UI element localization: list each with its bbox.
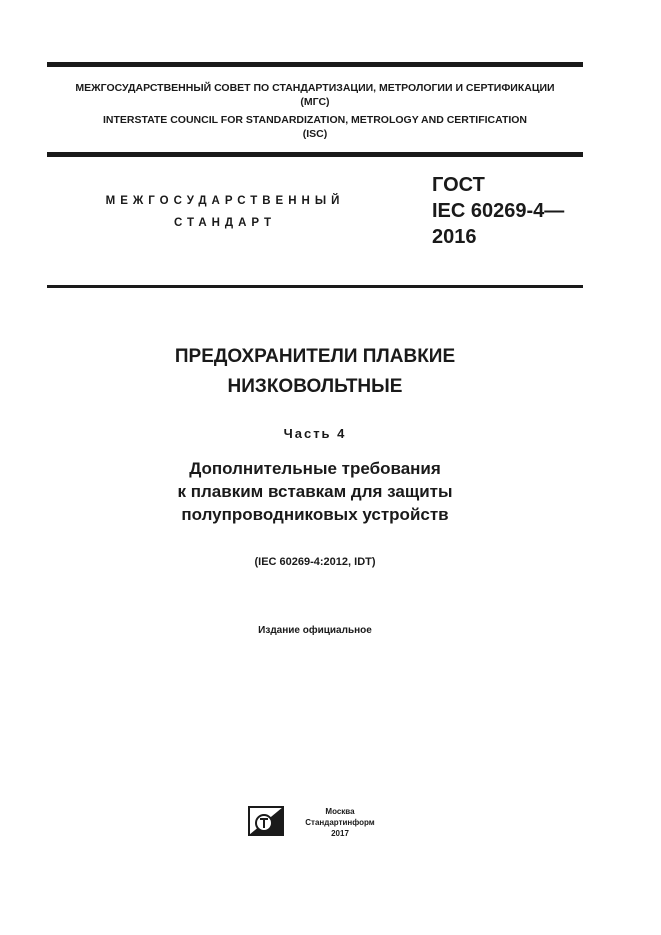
council-ru-text: МЕЖГОСУДАРСТВЕННЫЙ СОВЕТ ПО СТАНДАРТИЗАЦИИ, МЕТРОЛОГИИ И СЕРТИФИКАЦИИ — [75, 82, 555, 94]
standard-type — [60, 190, 390, 234]
standard-type-line2: СТАНДАРТ — [174, 217, 276, 229]
title-line2: НИЗКОВОЛЬТНЫЕ — [227, 376, 403, 397]
title-line1: ПРЕДОХРАНИТЕЛИ ПЛАВКИЕ — [174, 346, 456, 367]
designation-number: IEC 60269-4— — [432, 200, 565, 222]
part-number: Часть 4 — [283, 426, 347, 441]
standartinform-logo-icon — [248, 806, 284, 836]
publisher-name: Стандартинформ — [305, 818, 375, 827]
document-title — [47, 342, 583, 402]
document-subtitle — [47, 457, 583, 526]
standard-type-line1: МЕЖГОСУДАРСТВЕННЫЙ — [105, 195, 345, 207]
standard-designation — [432, 172, 564, 250]
council-en-text: INTERSTATE COUNCIL FOR STANDARDIZATION, METROLOGY AND CERTIFICATION — [102, 114, 528, 126]
council-ru-abbr: (МГС) — [300, 96, 330, 108]
publisher-year: 2017 — [331, 829, 349, 838]
publisher-imprint — [295, 806, 385, 839]
designation-year: 2016 — [432, 226, 477, 248]
subtitle-line2: к плавким вставкам для защиты — [177, 482, 453, 501]
top-rule — [47, 62, 583, 67]
edition-note: Издание официальное — [258, 625, 372, 636]
subtitle-line3: полупроводниковых устройств — [181, 505, 449, 524]
council-name-ru — [47, 81, 583, 109]
designation-prefix: ГОСТ — [432, 174, 485, 196]
equivalence-note: (IEC 60269-4:2012, IDT) — [254, 556, 376, 568]
bottom-rule — [47, 285, 583, 288]
council-en-abbr: (ISC) — [302, 128, 328, 140]
middle-rule — [47, 152, 583, 157]
publisher-city: Москва — [325, 807, 355, 816]
council-name-en — [47, 113, 583, 141]
subtitle-line1: Дополнительные требования — [189, 459, 441, 478]
